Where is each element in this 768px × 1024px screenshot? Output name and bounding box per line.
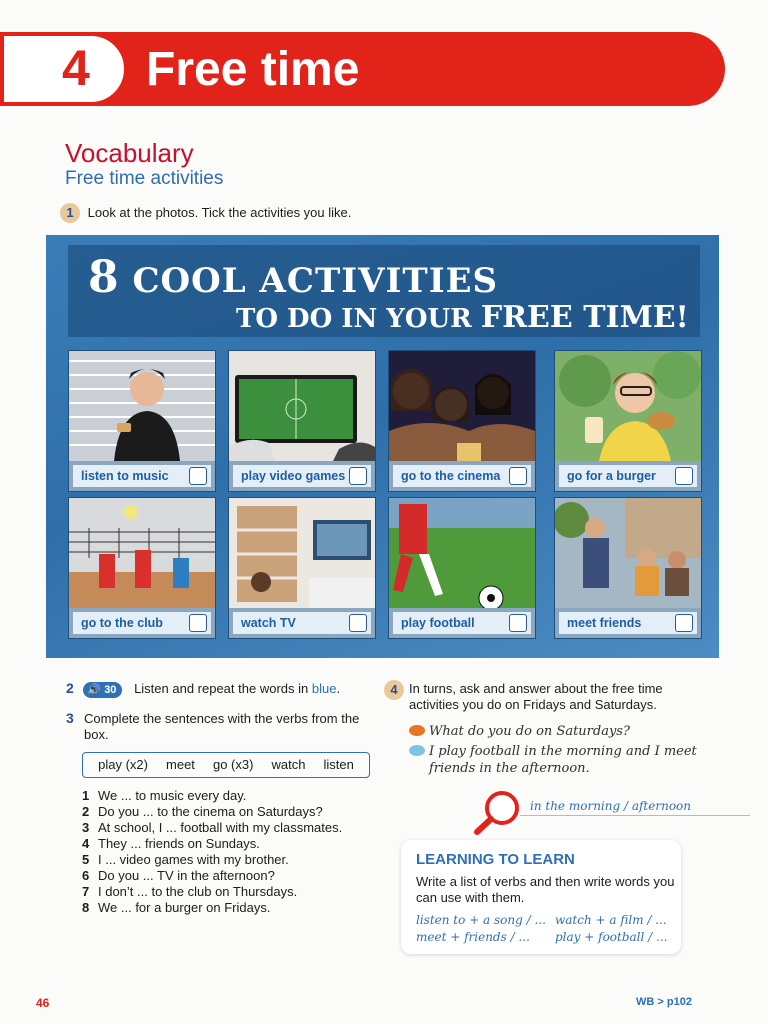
- headline-text: COOL ACTIVITIES: [132, 261, 499, 301]
- headline-number: 8: [88, 252, 120, 303]
- panel-headline-line1: [88, 252, 498, 303]
- exercise-1-instruction: Look at the photos. Tick the activities you like.: [87, 205, 352, 220]
- tick-box[interactable]: [349, 614, 367, 632]
- photo-go-to-the-cinema: [389, 351, 535, 461]
- list-item: [82, 820, 342, 836]
- speech-bubble-icon: [409, 745, 425, 756]
- answer-text-line2: friends in the afternoon.: [429, 761, 590, 776]
- sentence-text: At school, I ... football with my classmates.: [98, 820, 343, 835]
- activity-label: meet friends: [559, 612, 697, 634]
- word-box: play (x2) meet go (x3) watch listen: [82, 752, 370, 778]
- sentence-text: We ... for a burger on Fridays.: [98, 900, 271, 915]
- sentence-text: Do you ... TV in the afternoon?: [98, 868, 275, 883]
- item-number: 4: [82, 836, 90, 851]
- sentence-text: I ... video games with my brother.: [98, 852, 289, 867]
- exercise-number: 1: [60, 203, 80, 223]
- activity-card-play-video-games: [228, 350, 376, 492]
- unit-number: 4: [62, 40, 90, 96]
- sentence-list: [82, 788, 342, 916]
- item-number: 5: [82, 852, 90, 867]
- list-item: [82, 868, 342, 884]
- item-number: 2: [82, 804, 90, 819]
- activity-card-watch-tv: [228, 497, 376, 639]
- exercise-number: 3: [66, 710, 74, 726]
- activity-label: play video games: [233, 465, 371, 487]
- activity-label: go to the club: [73, 612, 211, 634]
- exercise-1: [60, 203, 351, 223]
- exercise-2: [66, 680, 340, 698]
- example-phrase: meet + friends / ...: [416, 930, 530, 944]
- workbook-reference: WB > p102: [636, 996, 692, 1008]
- list-item: [82, 900, 342, 916]
- list-item: [82, 852, 342, 868]
- item-number: 6: [82, 868, 90, 883]
- audio-track-button[interactable]: [83, 682, 122, 698]
- sentence-text: We ... to music every day.: [98, 788, 247, 803]
- activity-card-go-for-a-burger: [554, 350, 702, 492]
- tick-box[interactable]: [675, 614, 693, 632]
- punctuation: .: [336, 681, 341, 696]
- example-phrase: play + football / ...: [555, 930, 668, 944]
- magnifier-icon: [472, 790, 522, 836]
- photo-go-to-the-club: [69, 498, 215, 608]
- exercise-4-number-badge: [384, 680, 408, 700]
- activity-card-meet-friends: [554, 497, 702, 639]
- page-number: 46: [36, 996, 50, 1010]
- tip-underline: [520, 815, 750, 816]
- section-title: Vocabulary: [65, 138, 194, 168]
- headline-emphasis: FREE TIME!: [480, 300, 689, 335]
- example-phrase: watch + a film / ...: [555, 913, 667, 927]
- tick-box[interactable]: [189, 467, 207, 485]
- language-tip: in the morning / afternoon: [530, 799, 691, 813]
- audio-track-number: 30: [104, 684, 117, 696]
- question-text: What do you do on Saturdays?: [429, 724, 630, 739]
- item-number: 8: [82, 900, 90, 915]
- speech-bubble-icon: [409, 725, 425, 736]
- blue-word: blue: [311, 681, 337, 696]
- tick-box[interactable]: [349, 467, 367, 485]
- photo-meet-friends: [555, 498, 701, 608]
- activity-card-listen-to-music: [68, 350, 216, 492]
- photo-play-video-games: [229, 351, 375, 461]
- item-number: 7: [82, 884, 90, 899]
- learning-to-learn-title: LEARNING TO LEARN: [416, 851, 575, 868]
- answer-text-line1: I play football in the morning and I meet: [429, 744, 697, 759]
- unit-title: Free time: [146, 43, 360, 96]
- exercise-3-instruction: Complete the sentences with the verbs from the box.: [84, 711, 360, 742]
- tick-box[interactable]: [509, 467, 527, 485]
- activity-label: go for a burger: [559, 465, 697, 487]
- activity-label: go to the cinema: [393, 465, 531, 487]
- list-item: [82, 804, 342, 820]
- sentence-text: I don’t ... to the club on Thursdays.: [98, 884, 298, 899]
- learning-to-learn-body: Write a list of verbs and then write words you can use with them.: [416, 874, 675, 905]
- activity-label: play football: [393, 612, 531, 634]
- dialogue-answer-cont: [429, 761, 590, 776]
- speaker-icon: 🔊: [87, 684, 102, 696]
- photo-go-for-a-burger: [555, 351, 701, 461]
- list-item: [82, 836, 342, 852]
- exercise-2-instruction: Listen and repeat the words in: [134, 681, 309, 696]
- panel-headline-line2: [236, 300, 689, 335]
- item-number: 1: [82, 788, 90, 803]
- activity-card-play-football: [388, 497, 536, 639]
- photo-play-football: [389, 498, 535, 608]
- exercise-number: 2: [66, 680, 74, 696]
- tick-box[interactable]: [189, 614, 207, 632]
- example-phrase: listen to + a song / ...: [416, 913, 546, 927]
- dialogue-question: [409, 724, 630, 739]
- sentence-text: Do you ... to the cinema on Saturdays?: [98, 804, 323, 819]
- tick-box[interactable]: [509, 614, 527, 632]
- activity-label: listen to music: [73, 465, 211, 487]
- tick-box[interactable]: [675, 467, 693, 485]
- headline-text-2: TO DO IN YOUR: [236, 304, 472, 334]
- section-subtitle: Free time activities: [65, 168, 224, 189]
- list-item: [82, 788, 342, 804]
- activity-label: watch TV: [233, 612, 371, 634]
- dialogue-answer: [409, 744, 697, 759]
- exercise-number: 4: [384, 680, 404, 700]
- exercise-4-instruction: In turns, ask and answer about the free time activities you do on Fridays and Saturdays.: [409, 681, 663, 712]
- photo-listen-to-music: [69, 351, 215, 461]
- photo-watch-tv: [229, 498, 375, 608]
- activity-card-go-to-the-cinema: [388, 350, 536, 492]
- item-number: 3: [82, 820, 90, 835]
- sentence-text: They ... friends on Sundays.: [98, 836, 260, 851]
- list-item: [82, 884, 342, 900]
- activity-card-go-to-the-club: [68, 497, 216, 639]
